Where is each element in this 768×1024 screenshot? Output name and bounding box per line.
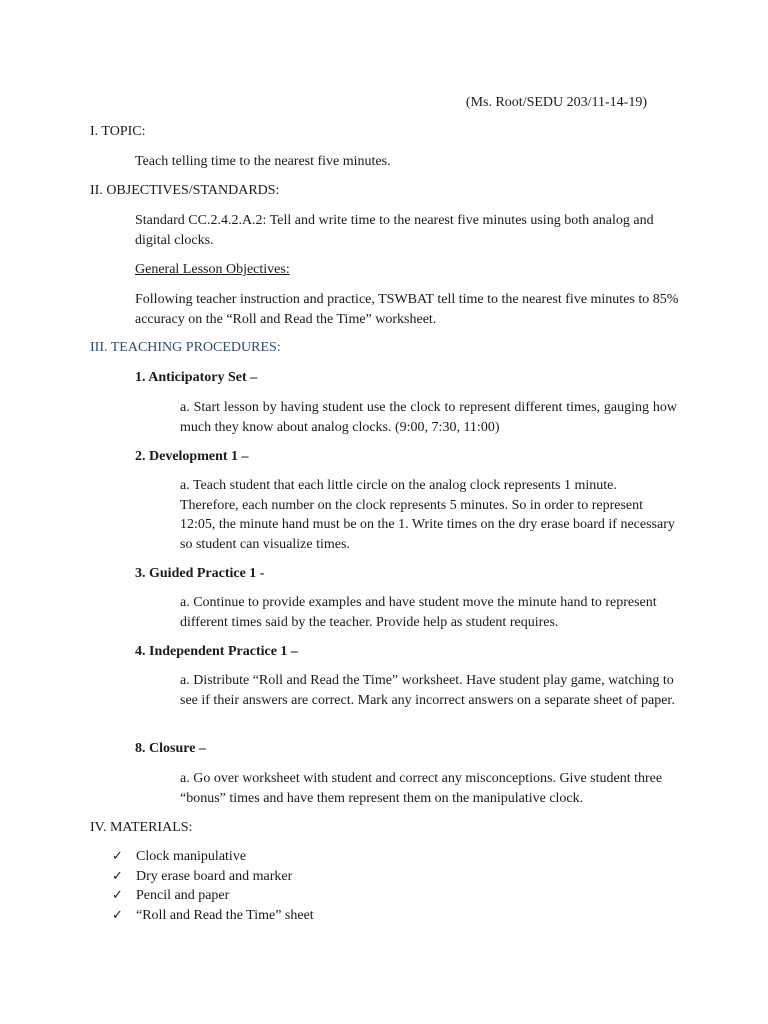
materials-heading: IV. MATERIALS:: [90, 820, 193, 835]
materials-list: [112, 847, 314, 925]
material-item-label: Pencil and paper: [136, 888, 230, 903]
checkmark-icon: ✓: [112, 888, 123, 903]
checkmark-icon: ✓: [112, 849, 123, 864]
step-body-closure: a. Go over worksheet with student and correct any misconceptions. Give student three “bonus” times and have them represent them on the manipulative clock.: [180, 771, 663, 806]
step-body-anticipatory-set: a. Start lesson by having student use the clock to represent different times, gauging how much they know about analog clocks. (9:00, 7:30, 11:00): [180, 400, 677, 435]
standard-text: Standard CC.2.4.2.A.2: Tell and write time to the nearest five minutes using both analog and digital clocks.: [135, 213, 654, 248]
list-item: [112, 847, 314, 867]
topic-text: Teach telling time to the nearest five minutes.: [135, 154, 391, 169]
step-title-development: 2. Development 1 –: [135, 449, 249, 464]
checkmark-icon: ✓: [112, 868, 123, 884]
general-objectives-label: General Lesson Objectives:: [135, 262, 290, 277]
step-body-development: a. Teach student that each little circle on the analog clock represents 1 minute. Therefore, each number on the clock represents 5 minutes. So in order to represent 12:05, the minute hand must be on the 1. Write times on the dry erase board if necessary so student can visualize times.: [180, 478, 675, 552]
topic-heading: I. TOPIC:: [90, 124, 146, 139]
material-item-label: Dry erase board and marker: [136, 868, 293, 884]
list-item: [112, 906, 314, 926]
step-body-independent-practice: a. Distribute “Roll and Read the Time” worksheet. Have student play game, watching to see if their answers are correct. Mark any incorrect answers on a separate sheet of paper.: [180, 673, 675, 708]
header-reference: (Ms. Root/SEDU 203/11-14-19): [465, 95, 647, 110]
step-title-guided-practice: 3. Guided Practice 1 -: [135, 566, 265, 581]
step-body-guided-practice: a. Continue to provide examples and have student move the minute hand to represent different times said by the teacher. Provide help as student requires.: [180, 595, 657, 630]
step-title-independent-practice: 4. Independent Practice 1 –: [135, 644, 298, 659]
procedures-heading: III. TEACHING PROCEDURES:: [90, 340, 281, 355]
material-item-label: Clock manipulative: [136, 849, 247, 864]
list-item: [112, 886, 314, 906]
step-title-anticipatory-set: 1. Anticipatory Set –: [135, 370, 258, 385]
step-title-closure: 8. Closure –: [135, 741, 206, 756]
checkmark-icon: ✓: [112, 907, 123, 923]
material-item-label: “Roll and Read the Time” sheet: [136, 907, 314, 923]
list-item: [112, 867, 314, 887]
general-objectives-text: Following teacher instruction and practice, TSWBAT tell time to the nearest five minutes to 85% accuracy on the “Roll and Read the Time” worksheet.: [135, 292, 679, 327]
objectives-heading: II. OBJECTIVES/STANDARDS:: [90, 183, 280, 198]
